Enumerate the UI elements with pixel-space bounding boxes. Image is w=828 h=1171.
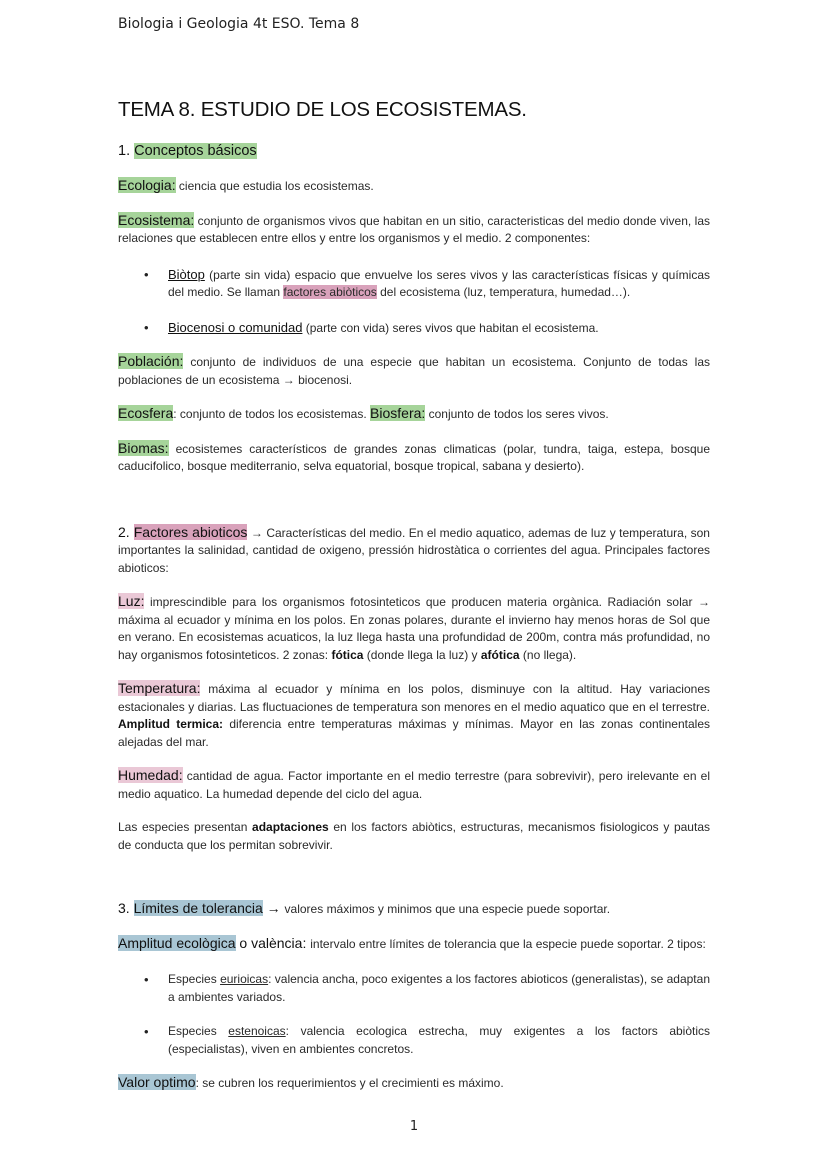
page-number: 1 [409, 1119, 419, 1134]
item-text: Especies [168, 972, 221, 986]
list-item-biotop [118, 266, 710, 302]
term: Ecologia: [118, 177, 176, 193]
paragraph-text: en los factors abiòtics, estructuras, mecanismos fisiologicos y pautas de conducta que los permitan sobrevivir. [118, 820, 710, 852]
section-title: Límites de tolerancia [133, 900, 263, 916]
definition-text: (parte con vida) seres vivos que habitan el ecosistema. [302, 320, 599, 335]
component-list [118, 266, 710, 338]
connector-text: o valència: [235, 934, 311, 951]
term: Biocenosi o comunidad [168, 319, 303, 335]
definition-text: (parte sin vida) espacio que envuelve los seres vivos y las características físicas y químicas del medio. Se llaman [168, 267, 710, 299]
definition-ecologia [118, 177, 710, 196]
section-number: 2. [118, 523, 134, 540]
item-text: Especies [168, 1024, 229, 1038]
item-text: : valencia ecologica estrecha, muy exigentes a los factors abiòtics (especialistas), viven en ambientes concretos. [168, 1024, 711, 1056]
list-item-biocenosi [118, 319, 710, 338]
section-1-heading [118, 141, 710, 161]
definition-text: conjunto de organismos vivos que habitan en un sitio, caracteristicas del medio donde viven, las relaciones que establecen entre ellos y entre los organismos y el medio. 2 componentes: [118, 213, 710, 245]
definition-text: conjunto de individuos de una especie que habitan un ecosistema. Conjunto de todas las poblaciones de un ecosistema → biocenosi. [118, 355, 710, 387]
term: Valor optimo [118, 1074, 196, 1090]
bold-text: adaptaciones [252, 820, 329, 834]
bold-text: fótica [331, 647, 364, 662]
definition-text: (no llega). [519, 647, 577, 662]
term: Luz: [118, 593, 145, 609]
bullet-icon: • [144, 319, 149, 335]
term: Biòtop [168, 266, 205, 282]
page-title: TEMA 8. ESTUDIO DE LOS ECOSISTEMAS. [118, 98, 527, 121]
definition-text: diferencia entre temperaturas máximas y mínimas. Mayor en las zonas continentales alejadas del mar. [118, 717, 711, 749]
document-body [118, 98, 710, 1093]
bold-text: Amplitud termica: [118, 717, 223, 731]
section-title: Factores abioticos [133, 523, 248, 540]
bold-text: afótica [480, 647, 520, 662]
list-item-eurioicas [118, 971, 710, 1006]
item-text: : valencia ancha, poco exigentes a los factores abioticos (generalistas), se adaptan a ambientes variados. [168, 972, 710, 1004]
bullet-icon: • [144, 266, 149, 282]
definition-amplitud-ecologica [118, 935, 710, 954]
bullet-icon: • [144, 972, 149, 987]
definition-text: ecosistemes característicos de grandes zonas climaticas (polar, tundra, taiga, estepa, bosque caducifolico, bosque mediterranio, selva equatorial, bosque tropical, sabana y desierto). [118, 441, 710, 473]
term: Biosfera: [370, 405, 426, 421]
section-intro: → Características del medio. En el medio aquatico, ademas de luz y temperatura, son importantes la salinidad, cantidad de oxigeno, pressión hidrostàtica o corrientes del agua. Principales factores abioticos: [118, 525, 710, 575]
definition-ecosfera [118, 405, 710, 424]
factor-luz [118, 593, 710, 664]
section-title: Conceptos básicos [134, 143, 257, 159]
species-list [118, 971, 710, 1058]
section-3-heading [118, 900, 710, 919]
term: Amplitud ecològica [118, 934, 236, 951]
underlined-term: estenoicas [228, 1024, 286, 1038]
term: Biomas: [118, 439, 169, 456]
section-number: 3. [118, 900, 134, 916]
section-number: 1. [118, 143, 135, 159]
adaptaciones-paragraph [118, 819, 710, 854]
definition-text: (donde llega la luz) y [363, 647, 481, 662]
definition-text: : conjunto de todos los ecosistemas. [173, 407, 371, 421]
definition-text: : se cubren los requerimientos y el crecimienti es máximo. [195, 1076, 504, 1090]
factor-temperatura [118, 680, 710, 751]
definition-ecosistema [118, 212, 710, 248]
section-intro: valores máximos y minimos que una especie puede soportar. [284, 902, 611, 916]
section-2-heading [118, 524, 710, 578]
page-header: Biologia i Geologia 4t ESO. Tema 8 [118, 16, 360, 32]
underlined-term: eurioicas [220, 972, 269, 986]
definition-text: conjunto de todos los seres vivos. [425, 407, 609, 421]
paragraph-text: Las especies presentan [118, 820, 253, 834]
definition-biomas [118, 440, 710, 476]
definition-text: del ecosistema (luz, temperatura, humedad…). [376, 285, 631, 299]
definition-text: intervalo entre límites de tolerancia que la especie puede soportar. 2 tipos: [310, 936, 706, 951]
list-item-estenoicas [118, 1023, 710, 1058]
highlight-text: factores abiòticos [283, 285, 377, 299]
definition-text: imprescindible para los organismos fotosinteticos que producen materia orgànica. Radiación solar → máxima al ecuador y mínima en los polos. En zonas polares, durante el invierno hay menos horas de Sol que en verano. En ecosistemas acuaticos, la luz llega hasta una profundidad de 200m, contra más profundidad, no hay organismos fotosinteticos. 2 zonas: [118, 595, 710, 662]
term: Ecosfera [118, 405, 174, 421]
factor-humedad [118, 767, 710, 803]
definition-text: cantidad de agua. Factor importante en el medio terrestre (para sobrevivir), pero irelevante en el medio aquatico. La humedad depende del ciclo del agua. [118, 769, 710, 801]
term: Ecosistema: [118, 211, 195, 228]
term: Temperatura: [118, 680, 201, 696]
definition-poblacion [118, 353, 710, 389]
definition-valor-optimo [118, 1074, 710, 1093]
bullet-icon: • [144, 1024, 149, 1039]
term: Población: [118, 353, 184, 369]
arrow-text: → [262, 900, 285, 916]
term: Humedad: [118, 767, 183, 783]
definition-text: ciencia que estudia los ecosistemas. [175, 179, 374, 193]
definition-text: máxima al ecuador y mínima en los polos, disminuye con la altitud. Hay variaciones estacionales y diarias. Las fluctuaciones de temperatura son menores en el medio aquatico que en el terrestre. [118, 682, 710, 714]
